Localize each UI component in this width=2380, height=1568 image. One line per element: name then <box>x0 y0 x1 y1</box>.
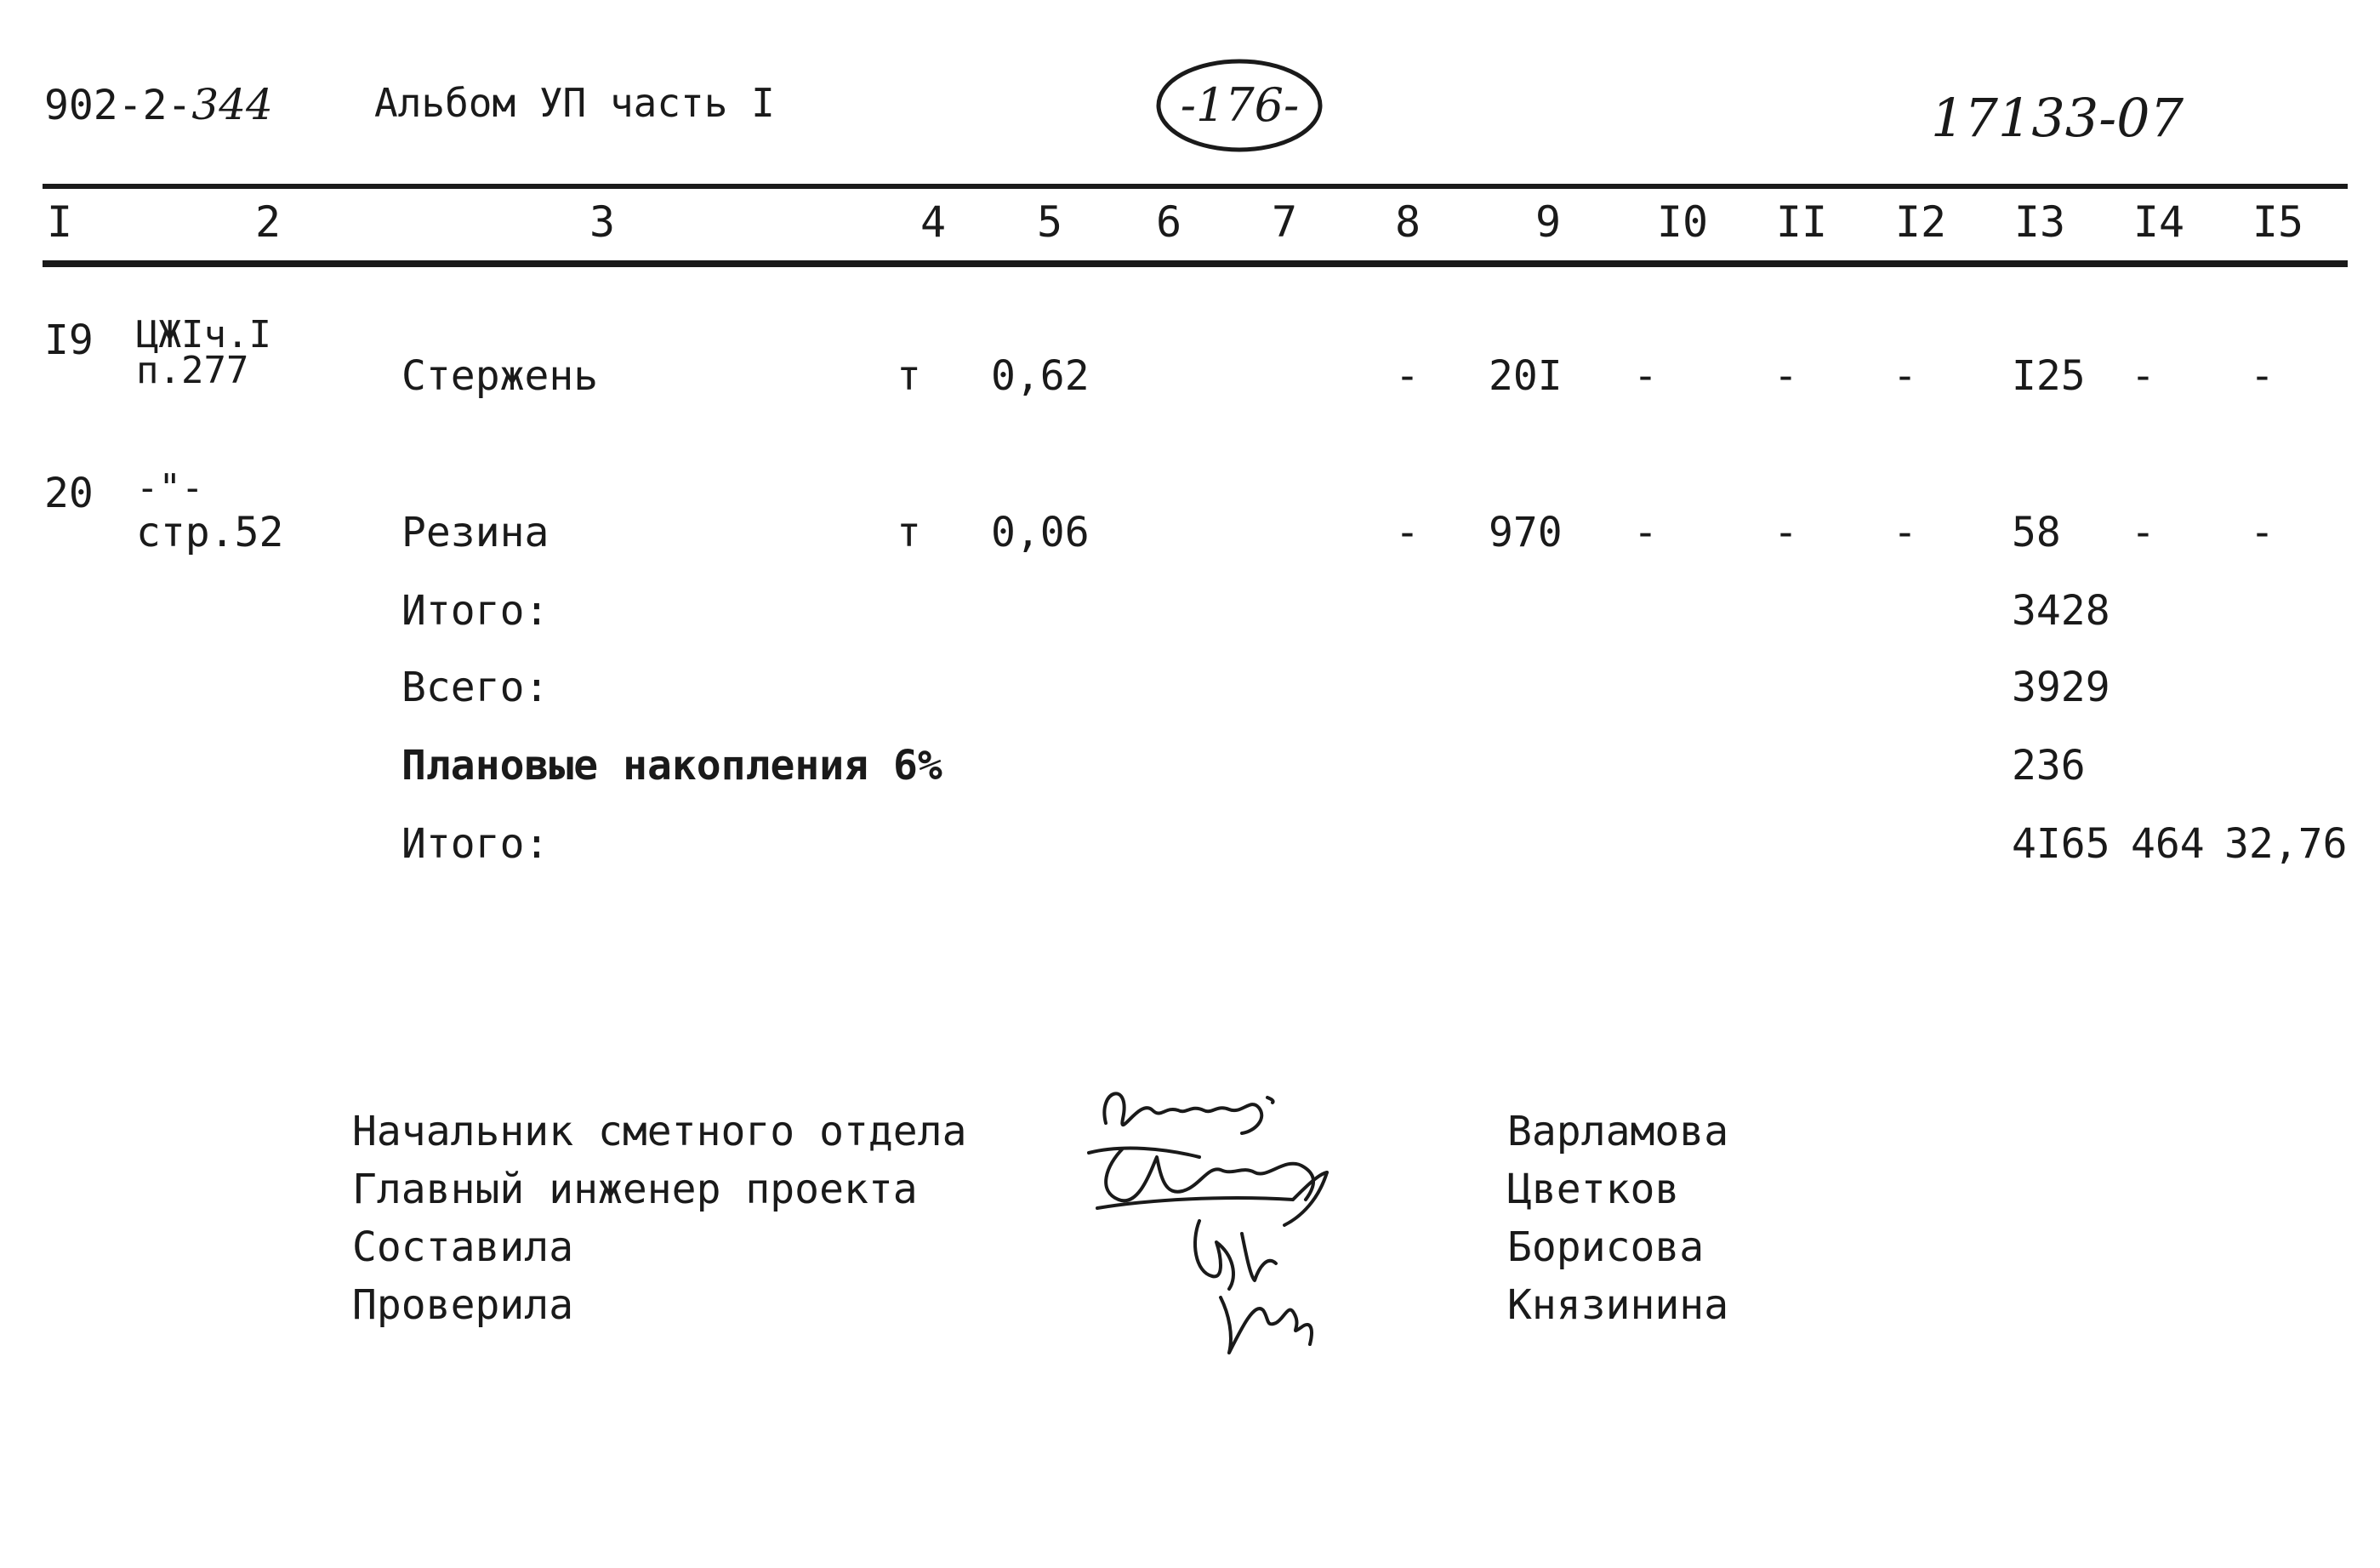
column-header: I5 <box>2252 197 2304 247</box>
total-label: Итого: <box>401 587 549 635</box>
row-unit: т <box>897 509 921 556</box>
row-quantity: 0,62 <box>991 352 1090 400</box>
row-quantity: 0,06 <box>991 509 1090 556</box>
row-col15: - <box>2250 352 2275 400</box>
row-col13: 58 <box>2012 509 2061 556</box>
signature-role: Проверила <box>352 1281 574 1329</box>
column-header: I0 <box>1656 197 1709 247</box>
column-header: II <box>1775 197 1828 247</box>
row-source: -"- <box>136 466 204 510</box>
total-label: Итого: <box>401 820 549 868</box>
project-prefix: 902-2- <box>44 82 192 129</box>
column-header: 9 <box>1534 197 1562 247</box>
row-col8: - <box>1395 352 1420 400</box>
total-col15: 32,76 <box>2224 820 2348 868</box>
total-col13: 236 <box>2012 742 2086 790</box>
row-col15: - <box>2250 509 2275 556</box>
row-col10: - <box>1633 509 1658 556</box>
column-header: 7 <box>1271 197 1298 247</box>
table-top-rule <box>43 184 2348 189</box>
total-col13: 4I65 <box>2012 820 2110 868</box>
total-col14: 464 <box>2131 820 2205 868</box>
project-code <box>44 80 273 129</box>
row-col10: - <box>1633 352 1658 400</box>
column-header: 8 <box>1394 197 1421 247</box>
row-col8: - <box>1395 509 1420 556</box>
total-label: Всего: <box>401 664 549 711</box>
sheet-number-stamp <box>1153 54 1327 155</box>
signature-name: Цветков <box>1507 1166 1680 1213</box>
column-header: 4 <box>920 197 947 247</box>
column-header: I3 <box>2013 197 2066 247</box>
row-source: стр.52 <box>136 509 284 556</box>
row-col12: - <box>1893 509 1917 556</box>
total-col13: 3428 <box>2012 587 2110 635</box>
total-col13: 3929 <box>2012 664 2110 711</box>
row-number: I9 <box>44 316 94 364</box>
row-source: п.277 <box>136 349 249 392</box>
sheet-number: -176- <box>1180 78 1300 132</box>
row-col9: 970 <box>1489 509 1563 556</box>
column-header: 6 <box>1155 197 1182 247</box>
signature-role: Начальник сметного отдела <box>352 1108 967 1155</box>
column-header: I4 <box>2132 197 2185 247</box>
row-name: Резина <box>401 509 549 556</box>
row-unit: т <box>897 352 921 400</box>
row-col9: 20I <box>1489 352 1563 400</box>
column-header: 2 <box>254 197 282 247</box>
album-title: Альбом УП часть I <box>374 80 775 126</box>
signature-name: Варламова <box>1507 1108 1729 1155</box>
project-number: 344 <box>191 80 273 129</box>
row-number: 20 <box>44 470 94 517</box>
row-col11: - <box>1774 509 1798 556</box>
row-col13: I25 <box>2012 352 2086 400</box>
signature-name: Князинина <box>1507 1281 1729 1329</box>
signature-role: Главный инженер проекта <box>352 1166 918 1213</box>
row-col12: - <box>1893 352 1917 400</box>
column-header: 5 <box>1036 197 1063 247</box>
signature-name: Борисова <box>1507 1223 1705 1271</box>
row-col14: - <box>2131 509 2155 556</box>
row-source: ЦЖIч.I <box>136 313 271 356</box>
column-header: 3 <box>589 197 616 247</box>
handwritten-signatures-icon <box>1072 1072 1429 1378</box>
column-header: I2 <box>1894 197 1947 247</box>
row-name: Стержень <box>401 352 599 400</box>
table-header-rule <box>43 260 2348 267</box>
document-code: 17133-07 <box>1931 87 2184 149</box>
row-col14: - <box>2131 352 2155 400</box>
row-col11: - <box>1774 352 1798 400</box>
signature-role: Составила <box>352 1223 574 1271</box>
total-label: Плановые накопления 6% <box>401 742 942 790</box>
column-header: I <box>46 197 73 247</box>
